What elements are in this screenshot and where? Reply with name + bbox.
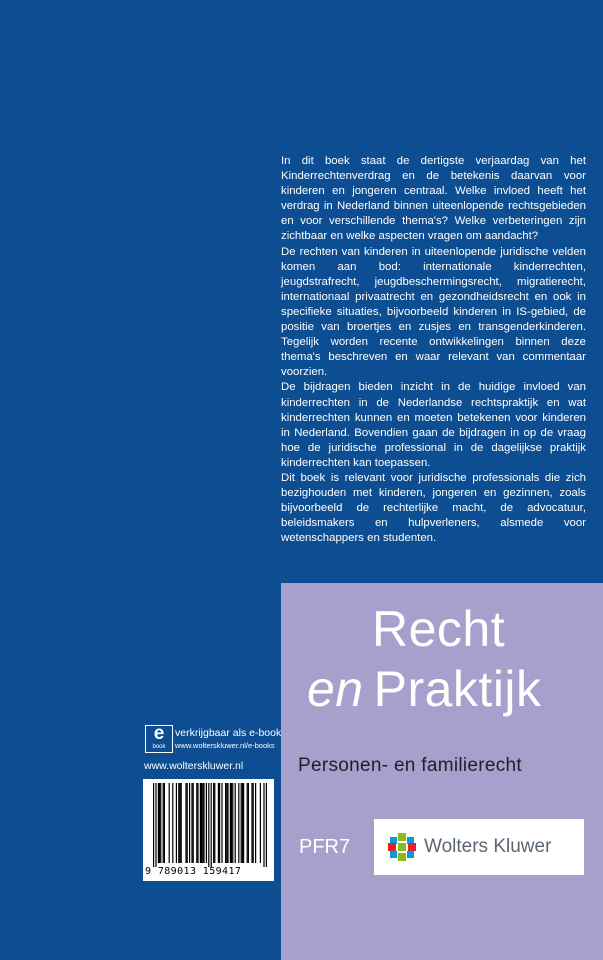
barcode-bar bbox=[163, 783, 164, 863]
series-subtitle: Personen- en familierecht bbox=[298, 755, 522, 776]
isbn-number: 9 789013 159417 bbox=[145, 866, 242, 877]
barcode-bar bbox=[187, 783, 188, 863]
barcode-bar bbox=[238, 783, 239, 863]
barcode-bar bbox=[189, 783, 190, 863]
barcode-bar bbox=[226, 783, 227, 863]
ebook-badge-icon bbox=[145, 725, 173, 753]
series-title-en: en bbox=[307, 661, 364, 717]
barcode-bar bbox=[260, 783, 261, 863]
isbn-barcode bbox=[143, 779, 274, 881]
barcode-bar bbox=[208, 783, 209, 867]
barcode-bar bbox=[232, 783, 233, 863]
barcode-bar bbox=[243, 783, 244, 863]
barcode-bar bbox=[200, 783, 201, 863]
barcode-bar bbox=[253, 783, 254, 863]
barcode-bar bbox=[201, 783, 202, 863]
publisher-logo-box bbox=[374, 819, 584, 875]
barcode-bar bbox=[179, 783, 180, 863]
barcode-bar bbox=[248, 783, 249, 863]
barcode-bar bbox=[185, 783, 186, 863]
ebook-availability-text: verkrijgbaar als e-book bbox=[175, 727, 282, 739]
barcode-bar bbox=[158, 783, 159, 863]
series-code: PFR7 bbox=[299, 836, 351, 858]
barcode-bar bbox=[227, 783, 228, 863]
ebook-url: www.wolterskluwer.nl/e-books bbox=[175, 741, 275, 750]
ebook-badge-letter: e bbox=[153, 723, 165, 744]
barcode-bar bbox=[203, 783, 204, 863]
barcode-bar bbox=[172, 783, 173, 863]
barcode-bars bbox=[143, 779, 274, 867]
series-title-en-praktijk bbox=[307, 660, 542, 718]
barcode-bar bbox=[214, 783, 215, 863]
barcode-bar bbox=[159, 783, 160, 863]
barcode-bar bbox=[206, 783, 207, 863]
barcode-bar bbox=[241, 783, 242, 863]
barcode-bar bbox=[221, 783, 222, 863]
barcode-bar bbox=[178, 783, 179, 863]
barcode-bar bbox=[247, 783, 248, 863]
barcode-bar bbox=[242, 783, 243, 863]
ebook-badge-word: book bbox=[152, 744, 166, 750]
barcode-bar bbox=[263, 783, 264, 867]
barcode-bar bbox=[176, 783, 177, 863]
series-title-recht: Recht bbox=[372, 601, 506, 657]
barcode-bar bbox=[196, 783, 197, 863]
barcode-bar bbox=[211, 783, 212, 867]
barcode-bar bbox=[153, 783, 154, 867]
blurb-paragraph-1: In dit boek staat de dertigste verjaardag van het Kinderrechtenverdrag en de betekenis daarvan voor kinderen en jongeren centraal. Welke invloed heeft het verdrag in Nederland binnen uiteenlopende rechtsgebieden en voor verschillende thema's? Welke verbeteringen zijn zichtbaar en welke aspecten vragen om aandacht? bbox=[281, 155, 586, 243]
barcode-bar bbox=[193, 783, 194, 863]
series-title-praktijk: Praktijk bbox=[373, 661, 542, 717]
barcode-bar bbox=[225, 783, 226, 863]
blurb-paragraph-4: Dit boek is relevant voor juridische professionals die zich bezighouden met kinderen, jongeren en gezinnen, zoals bijvoorbeeld de rechterlijke macht, de advocatuur, beleidsmakers en hulpverleners, alsmede voor wetenschappers en studenten. bbox=[281, 471, 586, 545]
back-cover-blurb bbox=[281, 154, 586, 546]
barcode-bar bbox=[255, 783, 256, 863]
barcode-bar bbox=[251, 783, 252, 863]
barcode-bar bbox=[202, 783, 203, 863]
blurb-paragraph-2: De rechten van kinderen in uiteenlopende juridische velden komen aan bod: internationale kinderrechten, jeugdstrafrecht, jeugdbeschermingsrecht, migratierecht, internationaal privaatrecht en gezondheidsrecht en ook in specifieke situaties, bijvoorbeeld kinderen in IS-gebied, de positie van broertjes en zusjes en transgenderkinderen. Tegelijk worden recente ontwikkelingen binnen deze thema's beschreven en waar relevant van commentaar voorzien. bbox=[281, 245, 586, 379]
barcode-bar bbox=[169, 783, 170, 863]
barcode-bar bbox=[231, 783, 232, 863]
barcode-bar bbox=[218, 783, 219, 863]
wolters-kluwer-logo-icon bbox=[388, 833, 416, 861]
barcode-bar bbox=[181, 783, 182, 863]
barcode-bar bbox=[219, 783, 220, 863]
barcode-bar bbox=[266, 783, 267, 867]
barcode-bar bbox=[235, 783, 236, 863]
barcode-bar bbox=[197, 783, 198, 863]
barcode-bar bbox=[164, 783, 165, 863]
blurb-paragraph-3: De bijdragen bieden inzicht in de huidige invloed van kinderrechten in de Nederlandse rechtspraktijk en wat kinderrechten kunnen en moeten betekenen voor kinderen in Nederland. Bovendien gaan de bijdragen in op de vraag hoe de juridische professional in de dagelijkse praktijk kinderrechten kan toepassen. bbox=[281, 381, 586, 469]
publisher-website: www.wolterskluwer.nl bbox=[144, 760, 244, 772]
barcode-bar bbox=[160, 783, 161, 863]
barcode-bar bbox=[155, 783, 156, 867]
barcode-bar bbox=[213, 783, 214, 863]
barcode-bar bbox=[191, 783, 192, 863]
barcode-bar bbox=[230, 783, 231, 863]
publisher-name: Wolters Kluwer bbox=[424, 836, 552, 857]
